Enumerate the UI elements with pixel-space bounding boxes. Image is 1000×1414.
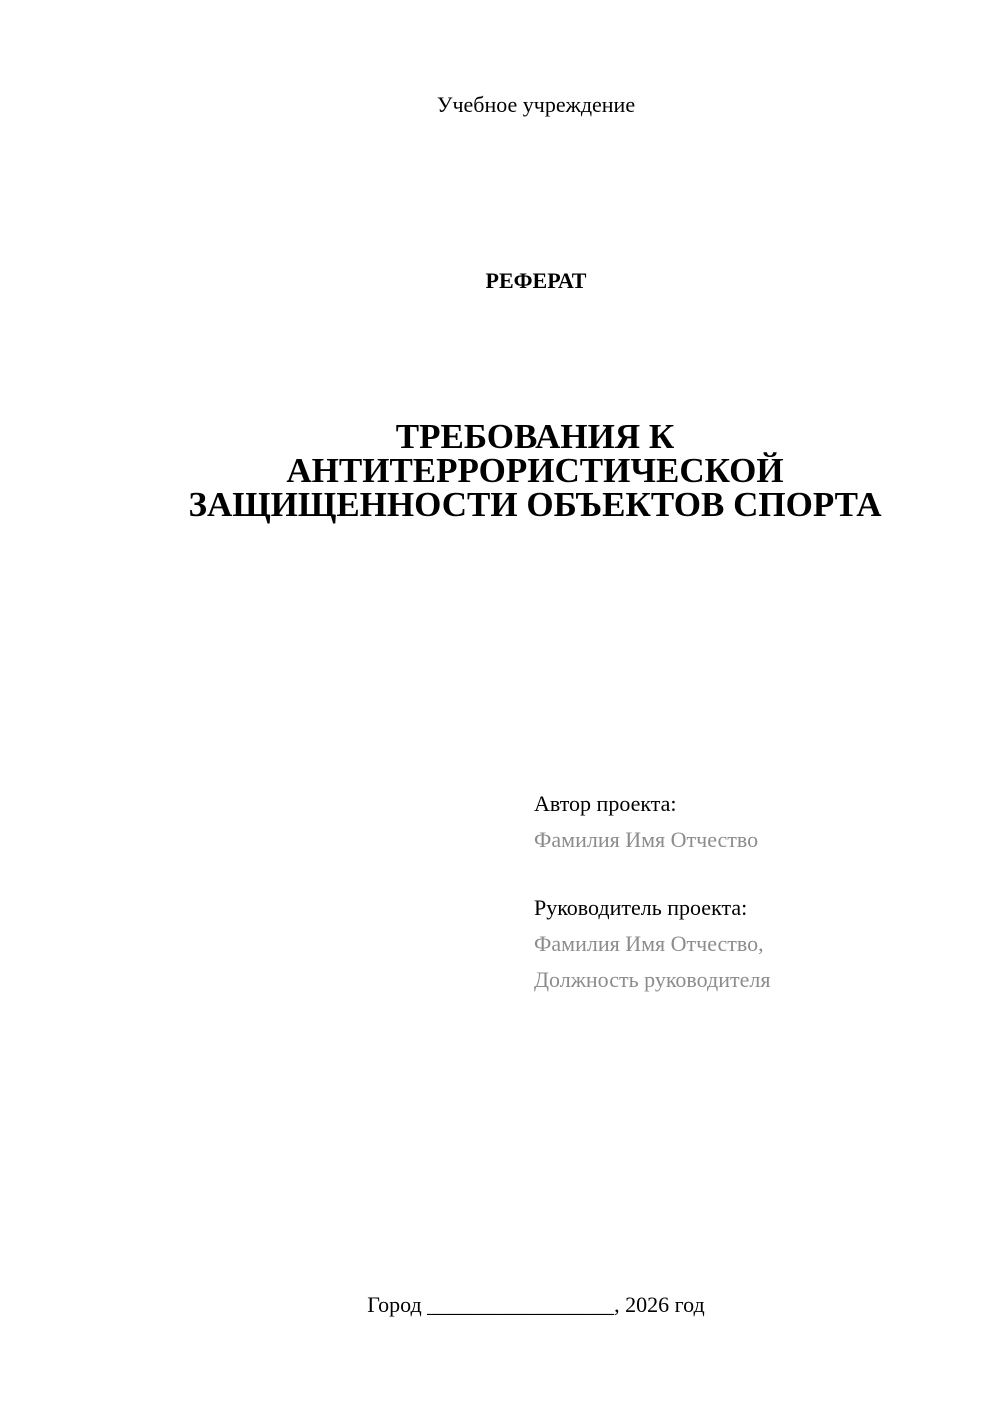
title-line: ТРЕБОВАНИЯ К xyxy=(395,417,675,456)
document-type: РЕФЕРАТ xyxy=(485,268,587,293)
author-label: Автор проекта: xyxy=(534,791,677,816)
city-year-line: Город _________________, 2026 год xyxy=(367,1292,705,1317)
credits-spacer xyxy=(534,858,974,890)
title-line: АНТИТЕРРОРИСТИЧЕСКОЙ xyxy=(286,451,784,490)
title-line: ЗАЩИЩЕННОСТИ ОБЪЕКТОВ СПОРТА xyxy=(188,485,882,524)
author-name: Фамилия Имя Отчество xyxy=(534,827,759,852)
supervisor-name: Фамилия Имя Отчество, xyxy=(534,931,764,956)
document-title xyxy=(100,417,970,524)
institution-name: Учебное учреждение xyxy=(436,92,636,117)
supervisor-position: Должность руководителя xyxy=(534,967,771,992)
credits-block xyxy=(534,786,974,998)
supervisor-label: Руководитель проекта: xyxy=(534,895,748,920)
